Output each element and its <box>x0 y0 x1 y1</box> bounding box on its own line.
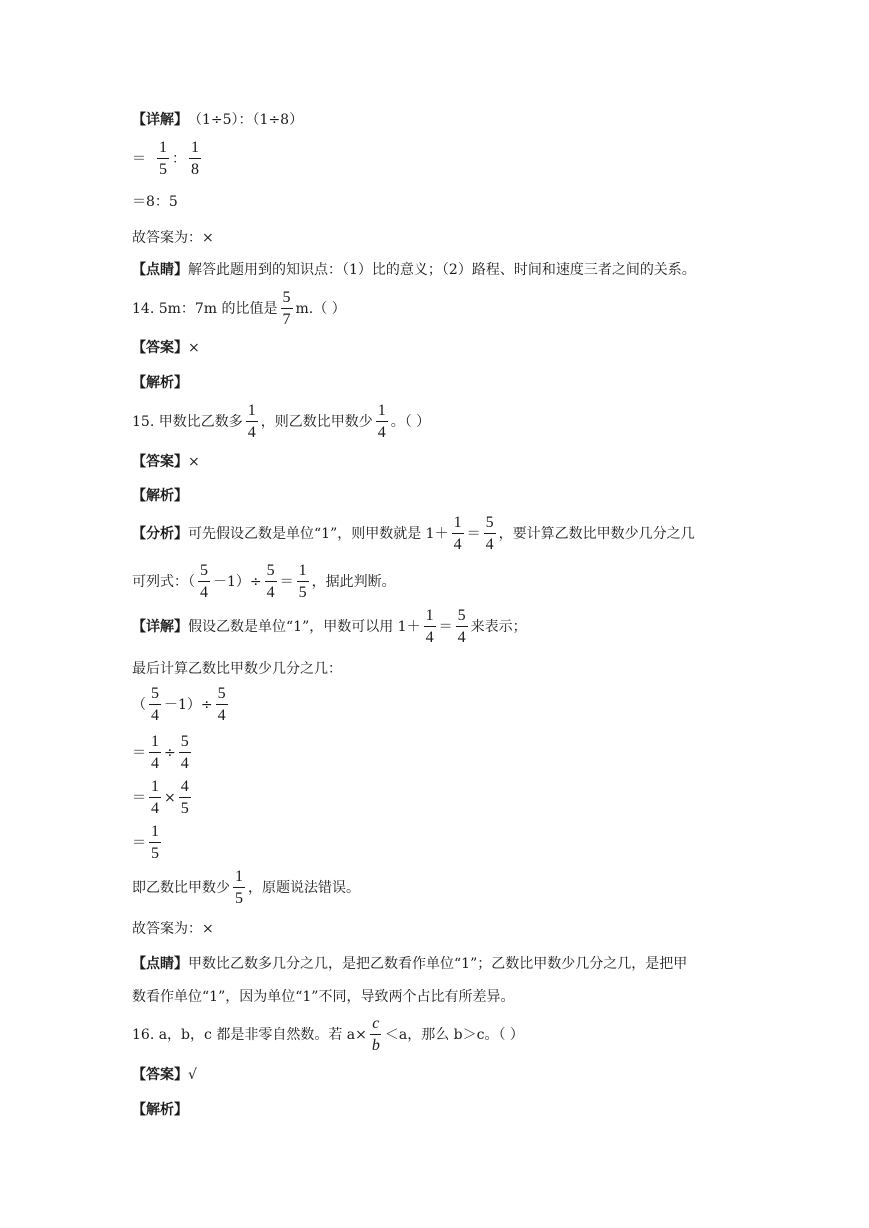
conclusion-text-tail: ，原题说法错误。 <box>248 880 360 896</box>
answer-15 <box>132 455 200 469</box>
detail-text-tail: 来表示； <box>470 619 527 635</box>
analysis-tag: 【解析】 <box>132 1102 188 1118</box>
formula-text-mid: －1）÷ <box>213 574 262 590</box>
question-text-tail: 。（ ） <box>390 414 431 430</box>
analysis-16 <box>132 1103 188 1117</box>
equals-sign: ＝ <box>279 574 294 590</box>
question-text-tail: ＜a，那么 b＞c。（ ） <box>384 1027 524 1043</box>
answer-text: 故答案为：× <box>132 921 214 937</box>
fraction: $\frac{5}{4}$ <box>485 514 494 553</box>
question-text-mid: ，则乙数比甲数少 <box>260 414 373 430</box>
fraction: $\frac{5}{4}$ <box>266 562 275 601</box>
conclusion-line <box>132 869 360 907</box>
answer-tag: 【答案】 <box>132 340 188 356</box>
fraction: $\frac{1}{5}$ <box>298 562 307 601</box>
fraction: $\frac{5}{4}$ <box>200 562 208 601</box>
operator: × <box>164 790 176 806</box>
comment-line-15-cont <box>132 990 514 1004</box>
fenxi-text-tail: ，要计算乙数比甲数少几分之几 <box>498 526 695 542</box>
calc-step-4 <box>132 824 164 862</box>
calc-text-mid: －1）÷ <box>164 697 213 713</box>
fraction: $\frac{1}{4}$ <box>247 402 256 441</box>
fraction: $\frac{1}{5}$ <box>151 823 159 862</box>
conclusion-text: 即乙数比甲数少 <box>132 880 230 896</box>
fraction: $\frac{5}{4}$ <box>180 733 189 772</box>
fenxi-line-2 <box>132 563 396 601</box>
equals-sign: ＝ <box>132 835 146 851</box>
question-14 <box>132 290 346 328</box>
calc-text: （ <box>132 697 146 713</box>
answer-value: × <box>188 340 200 356</box>
fraction: $\frac{1}{5}$ <box>235 868 243 907</box>
comment-line <box>132 263 696 277</box>
colon: ： <box>172 151 186 167</box>
equals-sign: ＝ <box>132 151 146 167</box>
fraction: $\frac{1}{4}$ <box>151 778 159 817</box>
calc-step-1 <box>132 686 231 724</box>
analysis-15 <box>132 489 188 503</box>
fraction: $\frac{c}{b}$ <box>371 1015 380 1054</box>
step-text: ＝8：5 <box>132 194 178 210</box>
fraction: $\frac{4}{5}$ <box>180 778 189 817</box>
analysis-tag: 【解析】 <box>132 488 188 504</box>
comment-tag: 【点睛】 <box>132 956 188 972</box>
fraction: $\frac{1}{5}$ <box>159 139 167 178</box>
equals-sign: ＝ <box>132 745 146 761</box>
fraction: $\frac{5}{4}$ <box>217 685 226 724</box>
fenxi-tag: 【分析】 <box>132 526 188 542</box>
answer-line-15 <box>132 922 214 936</box>
question-text: 15. 甲数比乙数多 <box>132 414 243 430</box>
comment-line-15 <box>132 957 687 971</box>
detail-text: 假设乙数是单位“1”，甲数可以用 1＋ <box>188 619 421 635</box>
comment-text: 数看作单位“1”，因为单位“1”不同，导致两个占比有所差异。 <box>132 989 515 1005</box>
question-15 <box>132 403 430 441</box>
answer-tag: 【答案】 <box>132 1067 188 1083</box>
xiangjie-line-2 <box>132 662 342 676</box>
comment-text: 甲数比乙数多几分之几，是把乙数看作单位“1”；乙数比甲数少几分之几，是把甲 <box>188 956 688 972</box>
question-text: 16. a，b，c 都是非零自然数。若 a× <box>132 1027 367 1043</box>
detail-text: （1÷5）：（1÷8） <box>188 112 304 128</box>
equals-sign: ＝ <box>466 526 481 542</box>
answer-tag: 【答案】 <box>132 454 188 470</box>
operator: ÷ <box>164 745 176 761</box>
equals-sign: ＝ <box>132 790 146 806</box>
answer-value: × <box>188 454 200 470</box>
question-text-tail: m.（ ） <box>295 301 346 317</box>
formula-text: 可列式：（ <box>132 574 195 590</box>
question-16 <box>132 1016 524 1054</box>
fraction: $\frac{1}{4}$ <box>377 402 386 441</box>
fraction: $\frac{1}{4}$ <box>151 733 159 772</box>
fenxi-text: 可先假设乙数是单位“1”，则甲数就是 1＋ <box>188 526 449 542</box>
comment-text: 解答此题用到的知识点：（1）比的意义；（2）路程、时间和速度三者之间的关系。 <box>188 262 696 278</box>
answer-text: 故答案为：× <box>132 230 214 246</box>
xiangjie-line <box>132 608 527 646</box>
answer-16 <box>132 1068 197 1082</box>
calc-step-2 <box>132 734 194 772</box>
answer-14 <box>132 341 200 355</box>
detail-text: 最后计算乙数比甲数少几分之几： <box>132 661 342 677</box>
comment-tag: 【点睛】 <box>132 262 188 278</box>
fraction: $\frac{5}{4}$ <box>457 607 466 646</box>
answer-line <box>132 231 214 245</box>
calc-step-3 <box>132 779 194 817</box>
fenxi-line <box>132 515 695 553</box>
fraction: $\frac{5}{4}$ <box>151 685 159 724</box>
analysis-tag: 【解析】 <box>132 375 188 391</box>
fraction: $\frac{5}{7}$ <box>282 289 291 328</box>
analysis-14 <box>132 376 188 390</box>
formula-text-tail: ，据此判断。 <box>311 574 396 590</box>
detail-tag: 【详解】 <box>132 619 188 635</box>
step-line-1 <box>132 140 204 178</box>
detail-line <box>132 113 303 127</box>
detail-tag: 【详解】 <box>132 112 188 128</box>
fraction: $\frac{1}{4}$ <box>425 607 434 646</box>
question-text: 14. 5m：7m 的比值是 <box>132 301 278 317</box>
equals-sign: ＝ <box>438 619 453 635</box>
step-line-2 <box>132 195 178 209</box>
fraction: $\frac{1}{4}$ <box>453 514 462 553</box>
fraction: $\frac{1}{8}$ <box>191 139 199 178</box>
answer-value: √ <box>188 1067 197 1083</box>
